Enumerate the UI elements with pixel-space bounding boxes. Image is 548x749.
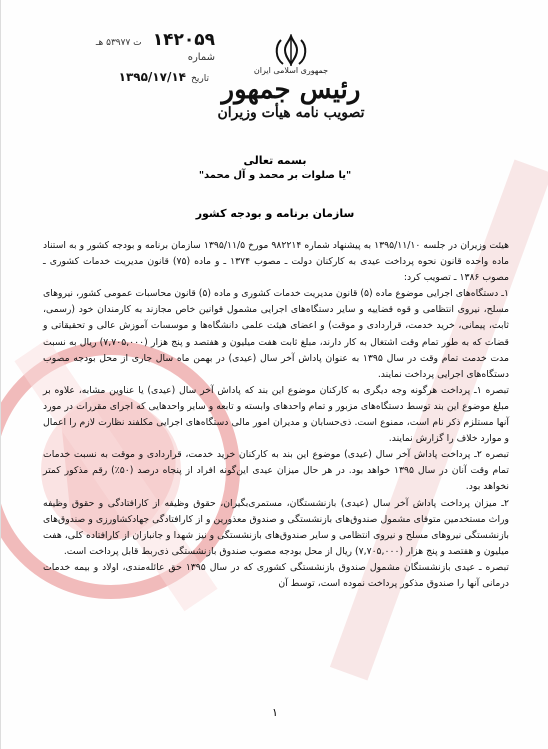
date-label: تاریخ bbox=[191, 74, 209, 84]
paragraph-note-1: تبصره ۱ـ پرداخت هرگونه وجه دیگری به کارکنان موضوع این بند که پاداش آخر سال (عیدی) یا عناوین مشابه، علاوه بر مبلغ موضوع این بند توسط دستگاه‌های مزبور و تمام واحدهای وابسته و تابعه و سایر واحدهایی که اجرای مقررات در مورد آنها مستلزم ذکر نام است، ممنوع است. ذی‌حسابان و مدیران امور مالی دستگاه‌های اجرایی مکلفند نظارت لازم را اعمال و موارد خلاف را گزارش نمایند. bbox=[43, 384, 509, 445]
salutation-line1: بسمه تعالی bbox=[243, 154, 307, 167]
paragraph-note-2: تبصره ۲ـ پرداخت پاداش آخر سال (عیدی) موضوع این بند به کارکنان خرید خدمت، قراردادی و موقت به نسبت خدمات تمام وقت آنان در سال ۱۳۹۵ خواهد بود. در هر حال میزان عیدی این‌گونه افراد از پنجاه درصد (۵۰٪) رقم مذکور کمتر نخواهد بود. bbox=[43, 449, 510, 493]
salutation-line2: "یا صلوات بر محمد و آل محمد" bbox=[198, 170, 352, 181]
letterhead bbox=[216, 66, 366, 121]
president-title: رئیس جمهور bbox=[221, 75, 361, 105]
cabinet-title: تصویب نامه هیأت وزیران bbox=[217, 105, 365, 121]
paragraph-intro: هیئت وزیران در جلسه ۱۳۹۵/۱۱/۱۰ به پیشنهاد شماره ۹۸۲۲۱۴ مورخ ۱۳۹۵/۱۱/۵ سازمان برنامه و بودجه کشور و به استناد ماده واحده قانون نحوه پرداخت عیدی به کارکنان دولت ـ مصوب ۱۳۷۴ ـ و ماده (۷۵) قانون مدیریت خدمات کشوری ـ مصوب ۱۳۸۶ ـ تصویب کرد: bbox=[43, 240, 509, 284]
letter-code: ت ۵۳۹۷۷ هـ bbox=[95, 38, 142, 48]
number-label: شماره bbox=[187, 52, 215, 63]
paragraph-note-3: تبصره ـ عیدی بازنشستگان مشمول صندوق بازنشستگی کشوری که در سال ۱۳۹۵ حق عائله‌مندی، اولاد و بیمه خدمات درمانی آنها را صندوق مذکور پرداخت نموده است، توسط آن bbox=[43, 561, 509, 589]
reference-block bbox=[15, 30, 215, 85]
emblem-icon bbox=[271, 34, 311, 68]
paragraph-clause-2: ۲ـ میزان پرداخت پاداش آخر سال (عیدی) بازنشستگان، مستمری‌بگیران، حقوق وظیفه از کارافتادگی و حقوق وظیفه وراث مستخدمین متوفای مشمول صندوق‌های بازنشستگی و صندوق معذورین و از کارافتادگی جهادکشاورزی و صندوق‌های بازنشستگی نیروهای مسلح و نیروی انتظامی و سایر صندوق‌های بازنشستگی و نیز شهدا و جانبازان از کارافتاده کلی، هفت میلیون و هفتصد و پنج هزار (۷,۷۰۵,۰۰۰) ریال از محل بودجه مصوب صندوق بازنشستگی ذی‌ربط قابل پرداخت است. bbox=[43, 497, 509, 557]
paragraph-clause-1: ۱ـ دستگاه‌های اجرایی موضوع ماده (۵) قانون مدیریت خدمات کشوری و ماده (۵) قانون محاسبات عمومی کشور، نیروهای مسلح، نیروی انتظامی و قوه قضاییه و سایر دستگاه‌های اجرایی مشمول قوانین خاص مجازند به کارمندان خود (رسمی، ثابت، پیمانی، خرید خدمت، قراردادی و موقت) و اعضای هیئت علمی دانشگاه‌ها و موسسات آموزش عالی و تحقیقاتی و قضات که به طور تمام وقت اشتغال به کار دارند، مبلغ ثابت هفت میلیون و هفتصد و پنج هزار (۷,۷۰۵,۰۰۰) ریال به نسبت مدت خدمت تمام وقت در سال ۱۳۹۵ به عنوان پاداش آخر سال (عیدی) در بهمن ماه سال جاری از محل بودجه مصوب دستگاه‌های اجرایی پرداخت نمایند. bbox=[43, 288, 510, 380]
page-number: ۱ bbox=[272, 706, 278, 719]
decree-body bbox=[43, 238, 509, 592]
letter-number: ۱۴۲۰۵۹ bbox=[152, 30, 215, 50]
republic-name: جمهوری اسلامی ایران bbox=[253, 66, 329, 75]
recipient: سازمان برنامه و بودجه کشور bbox=[195, 207, 355, 220]
letter-date: ۱۳۹۵/۱۷/۱۴ bbox=[118, 70, 186, 84]
